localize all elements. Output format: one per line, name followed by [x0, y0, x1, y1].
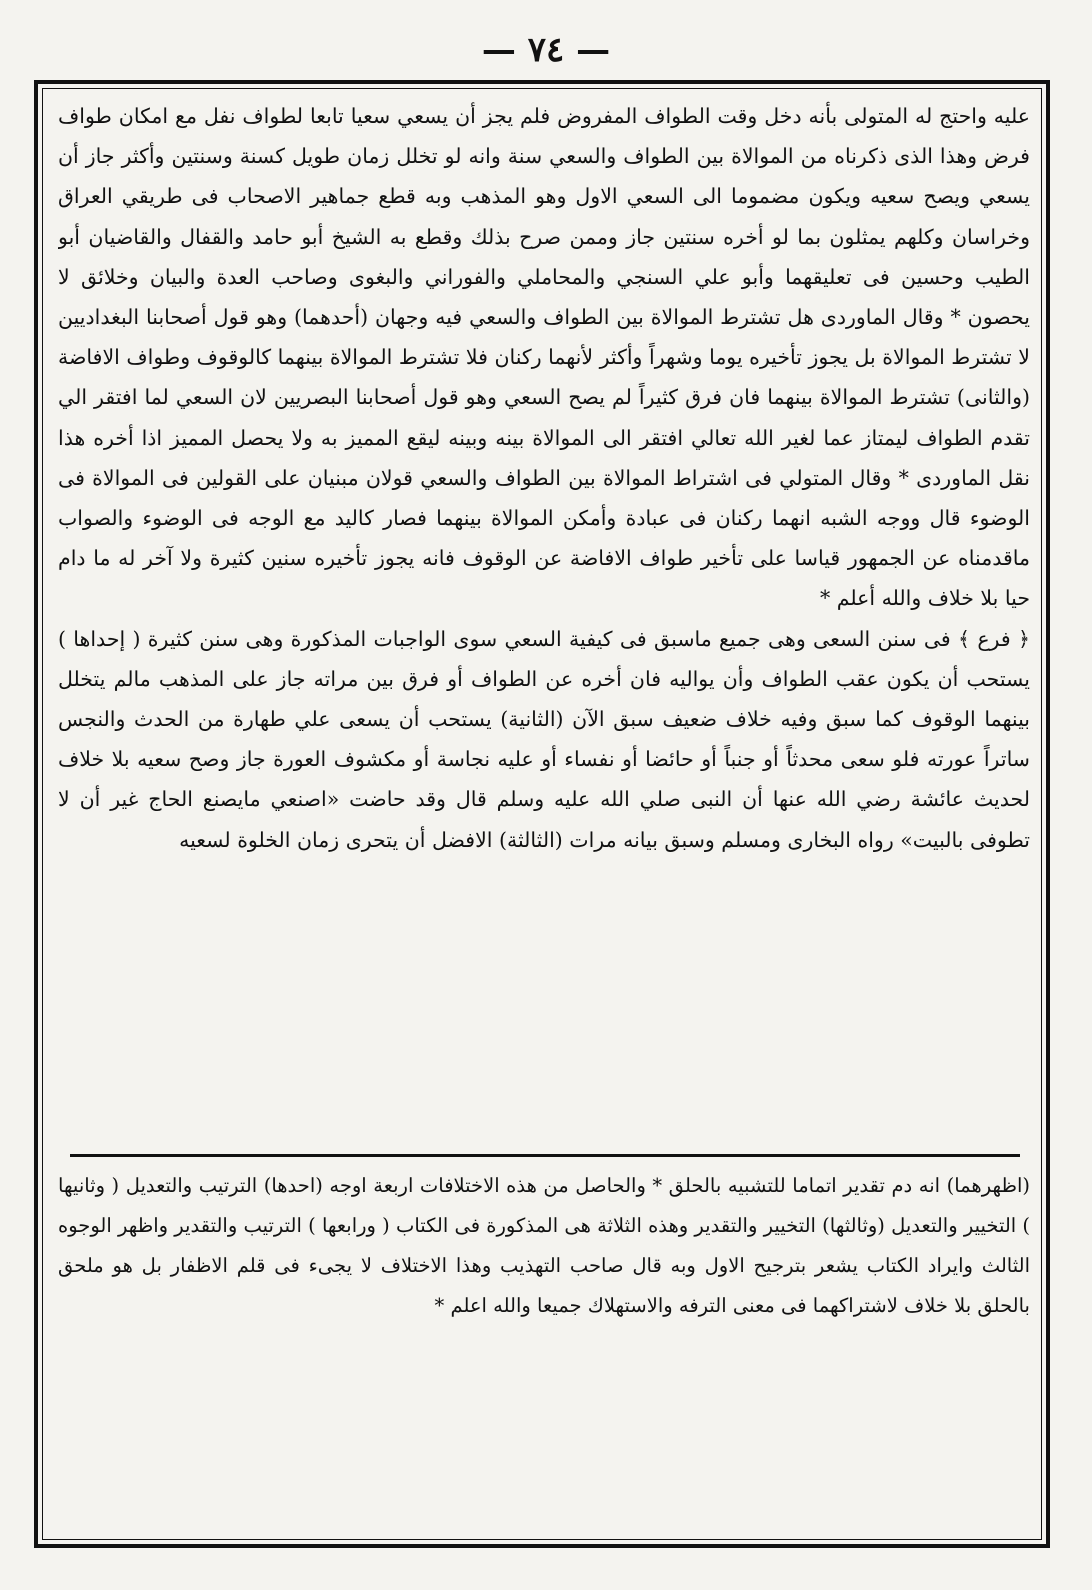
page-number: — ٧٤ — — [481, 30, 611, 70]
main-paragraph: ﴿ فرع ﴾ فى سنن السعى وهى جميع ماسبق فى كيفية السعي سوى الواجبات المذكورة وهى سنن كثيرة ( إحداها ) يستحب أن يكون عقب الطواف وأن يواليه فان أخره عن الطواف أو فرق بين مراته جاز على المذهب مالم يتخلل بينهما الوقوف كما سبق وفيه خلاف ضعيف سبق الآن (الثانية) يستحب أن يسعى علي طهارة من الحدث والنجس ساتراً عورته فلو سعى محدثاً أو جنباً أو حائضا أو نفساء أو عليه نجاسة أو مكشوف العورة جاز وصح سعيه بلا خلاف لحديث عائشة رضي الله عنها أن النبى صلي الله عليه وسلم قال وقد حاضت «اصنعي مايصنع الحاج غير أن لا تطوفى بالبيت» رواه البخارى ومسلم وسبق بيانه مرات (الثالثة) الافضل أن يتحرى زمان الخلوة لسعيه — [58, 626, 1030, 852]
main-text — [58, 96, 1030, 1136]
main-paragraph: عليه واحتج له المتولى بأنه دخل وقت الطواف المفروض فلم يجز أن يسعي سعيا تابعا لطواف نفل مع امكان طواف فرض وهذا الذى ذكرناه من الموالاة بين الطواف والسعي سنة وانه لو تخلل زمان طويل كسنة وسنتين وأكثر جاز أن يسعي ويصح سعيه ويكون مضموما الى السعي الاول وهو المذهب وبه قطع جماهير الاصحاب فى طريقي العراق وخراسان وكلهم يمثلون بما لو أخره سنتين جاز وممن صرح بذلك وقطع به الشيخ أبو حامد والقفال والقاضيان أبو الطيب وحسين فى تعليقهما وأبو علي السنجي والمحاملي والفوراني والبغوى وصاحب العدة والبيان وخلائق لا يحصون * وقال الماوردى هل تشترط الموالاة بين الطواف والسعي فيه وجهان (أحدهما) وهو قول أصحابنا البغداديين لا تشترط الموالاة بل يجوز تأخيره يوما وشهراً وأكثر لأنهما ركنان فلا تشترط الموالاة بينهما كالوقوف وطواف الافاضة (والثانى) تشترط الموالاة بينهما فان فرق كثيراً لم يصح السعي وهو قول أصحابنا البصريين لان السعي لما افتقر الي تقدم الطواف ليمتاز عما لغير الله تعالي افتقر الى الموالاة بينه وبينه ليقع المميز به ولا يحصل المميز اذا أخره هذا نقل الماوردى * وقال المتولي فى اشتراط الموالاة بين الطواف والسعي قولان مبنيان على القولين فى الموالاة فى الوضوء قال ووجه الشبه انهما ركنان فى عبادة وأمكن الموالاة بينهما فصار كاليد مع الوجه فى الوضوء والصواب ماقدمناه عن الجمهور قياسا على تأخير طواف الافاضة عن الوقوف فانه يجوز تأخيره سنين كثيرة ولا آخر له ما دام حيا بلا خلاف والله أعلم * — [58, 104, 1030, 611]
footnotes — [58, 1166, 1030, 1536]
footnote-separator — [70, 1154, 1020, 1157]
footnote-paragraph: (اظهرهما) انه دم تقدير اتماما للتشبيه بالحلق * والحاصل من هذه الاختلافات اربعة اوجه (احدها) الترتيب والتعديل ( وثانيها ) التخيير والتعديل (وثالثها) التخيير والتقدير وهذه الثلاثة هى المذكورة فى الكتاب ( ورابعها ) الترتيب والتقدير واظهر الوجوه الثالث وايراد الكتاب يشعر بترجيح الاول وبه قال صاحب التهذيب وهذا الاختلاف لا يجىء فى قلم الاظفار بل هو ملحق بالحلق بلا خلاف لاشتراكهما فى معنى الترفه والاستهلاك جميعا والله اعلم * — [58, 1174, 1030, 1317]
